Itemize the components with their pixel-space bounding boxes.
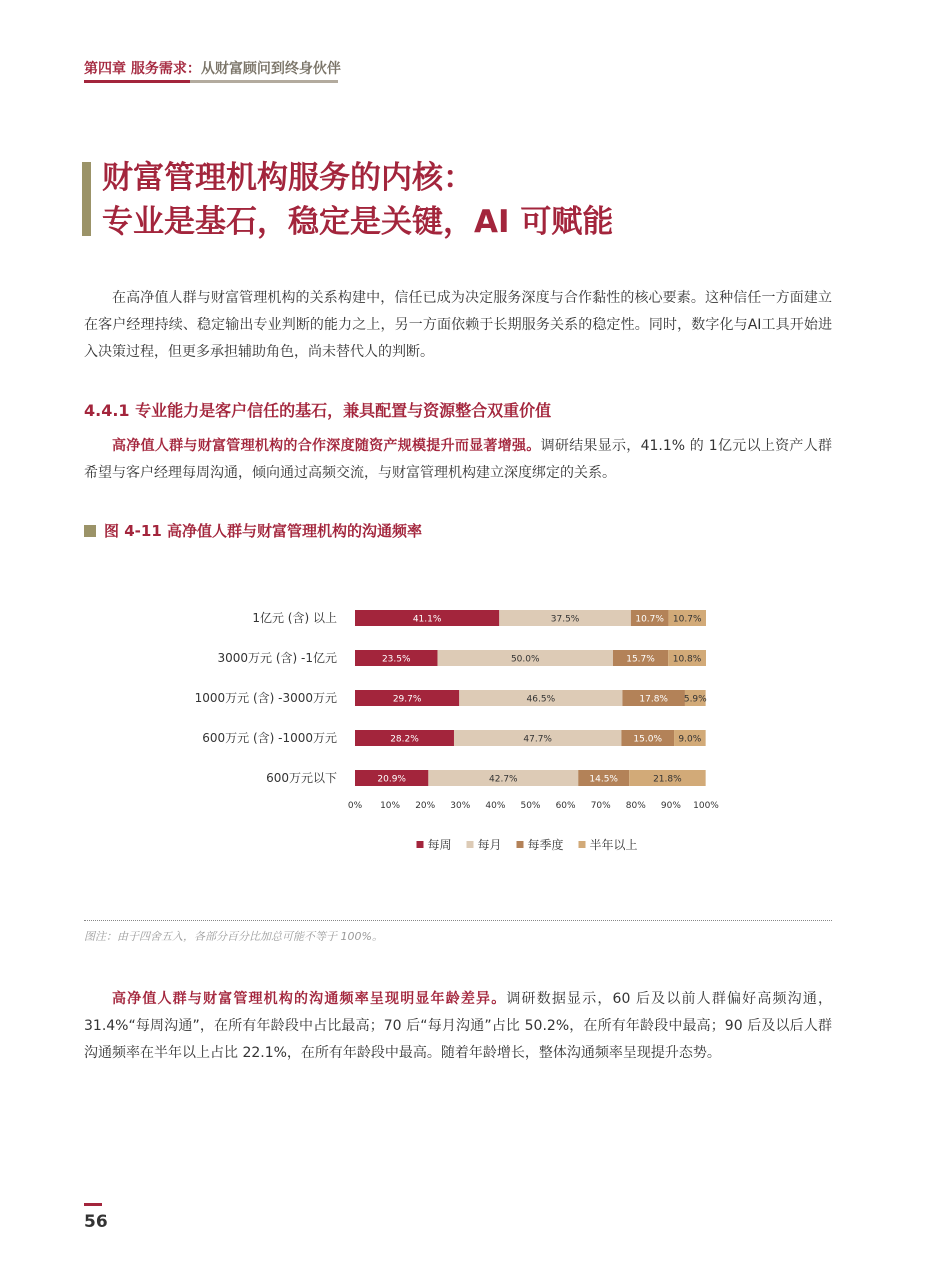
tick-label: 70% xyxy=(590,801,611,811)
tick-label: 20% xyxy=(415,801,436,811)
data-label: 37.5% xyxy=(550,614,580,625)
tick-label: 0% xyxy=(347,801,363,811)
legend-label: 每月 xyxy=(477,838,502,852)
legend-swatch xyxy=(517,841,524,848)
tick-label: 10% xyxy=(380,801,401,811)
data-label: 9.0% xyxy=(678,734,702,745)
tick-label: 50% xyxy=(520,801,541,811)
data-label: 23.5% xyxy=(381,654,411,665)
data-label: 50.0% xyxy=(510,654,540,665)
legend-label: 每季度 xyxy=(527,838,564,852)
paragraph-body: 调研数据显示，60 后及以前人群偏好高频沟通，31.4%“每周沟通”，在所有年龄段中占比最高；70 后“每月沟通”占比 50.2%，在所有年龄段中最高；90 后及以后人群沟通频率在半年以上占比 22.1%，在所有年龄段中最高。随着年龄增长，整体沟通频率呈现提升态势。 xyxy=(84,991,833,1061)
data-label: 10.7% xyxy=(672,614,702,625)
category-label: 600万元 (含) -1000万元 xyxy=(202,731,337,745)
data-label: 21.8% xyxy=(653,774,682,785)
header-rule xyxy=(84,80,338,83)
data-label: 10.7% xyxy=(635,614,664,625)
data-label: 42.7% xyxy=(489,774,518,785)
data-label: 47.7% xyxy=(523,734,552,745)
data-label: 41.1% xyxy=(412,614,442,625)
paragraph-lead: 高净值人群与财富管理机构的合作深度随资产规模提升而显著增强。 xyxy=(112,438,541,454)
title-accent-bar xyxy=(82,162,91,236)
header-subtitle: 从财富顾问到终身伙伴 xyxy=(200,61,341,77)
data-label: 5.9% xyxy=(683,694,707,705)
tick-label: 80% xyxy=(625,801,646,811)
legend-swatch xyxy=(579,841,586,848)
data-label: 15.0% xyxy=(633,734,663,745)
data-label: 10.8% xyxy=(672,654,702,665)
section-heading: 4.4.1 专业能力是客户信任的基石，兼具配置与资源整合双重价值 xyxy=(84,401,552,420)
category-label: 1亿元 (含) 以上 xyxy=(252,611,337,625)
page-title xyxy=(102,156,613,244)
stacked-bar-chart xyxy=(0,590,950,880)
tick-label: 30% xyxy=(450,801,471,811)
data-label: 28.2% xyxy=(390,734,419,745)
tick-label: 60% xyxy=(555,801,576,811)
page-number: 56 xyxy=(84,1212,108,1232)
figure-title xyxy=(84,520,422,541)
legend-label: 半年以上 xyxy=(589,838,638,852)
category-label: 600万元以下 xyxy=(266,771,337,785)
category-label: 3000万元 (含) -1亿元 xyxy=(217,651,337,665)
legend-swatch xyxy=(467,841,474,848)
paragraph-lead: 高净值人群与财富管理机构的沟通频率呈现明显年龄差异。 xyxy=(112,991,507,1007)
tick-label: 90% xyxy=(660,801,681,811)
data-label: 46.5% xyxy=(526,694,556,705)
data-label: 29.7% xyxy=(392,694,422,705)
legend-swatch xyxy=(417,841,424,848)
tick-label: 40% xyxy=(485,801,506,811)
figure-square-icon xyxy=(84,525,96,537)
paragraph-body: 调研结果显示，41.1% 的 1亿元以上资产人群希望与客户经理每周沟通，倾向通过高频交流，与财富管理机构建立深度绑定的关系。 xyxy=(84,438,833,481)
data-label: 15.7% xyxy=(626,654,655,665)
data-label: 17.8% xyxy=(639,694,668,705)
page-number-mark xyxy=(84,1203,102,1206)
tick-label: 100% xyxy=(693,801,719,811)
body-paragraph-2 xyxy=(84,986,832,1067)
category-label: 1000万元 (含) -3000万元 xyxy=(194,691,337,705)
legend-label: 每周 xyxy=(427,838,452,852)
title-line-2: 专业是基石，稳定是关键，AI 可赋能 xyxy=(102,204,614,240)
header-chapter: 第四章 服务需求： xyxy=(84,61,201,77)
data-label: 20.9% xyxy=(377,774,406,785)
data-label: 14.5% xyxy=(589,774,618,785)
title-line-1: 财富管理机构服务的内核： xyxy=(102,160,474,196)
running-header xyxy=(84,58,341,78)
dotted-divider xyxy=(84,920,832,921)
intro-paragraph: 在高净值人群与财富管理机构的关系构建中，信任已成为决定服务深度与合作黏性的核心要素。这种信任一方面建立在客户经理持续、稳定输出专业判断的能力之上，另一方面依赖于长期服务关系的稳定性。同时，数字化与AI工具开始进入决策过程，但更多承担辅助角色，尚未替代人的判断。 xyxy=(84,290,832,360)
figure-note: 图注：由于四舍五入，各部分百分比加总可能不等于 100%。 xyxy=(84,930,383,943)
figure-title-text: 图 4-11 高净值人群与财富管理机构的沟通频率 xyxy=(104,522,422,540)
body-paragraph-1 xyxy=(84,433,832,487)
